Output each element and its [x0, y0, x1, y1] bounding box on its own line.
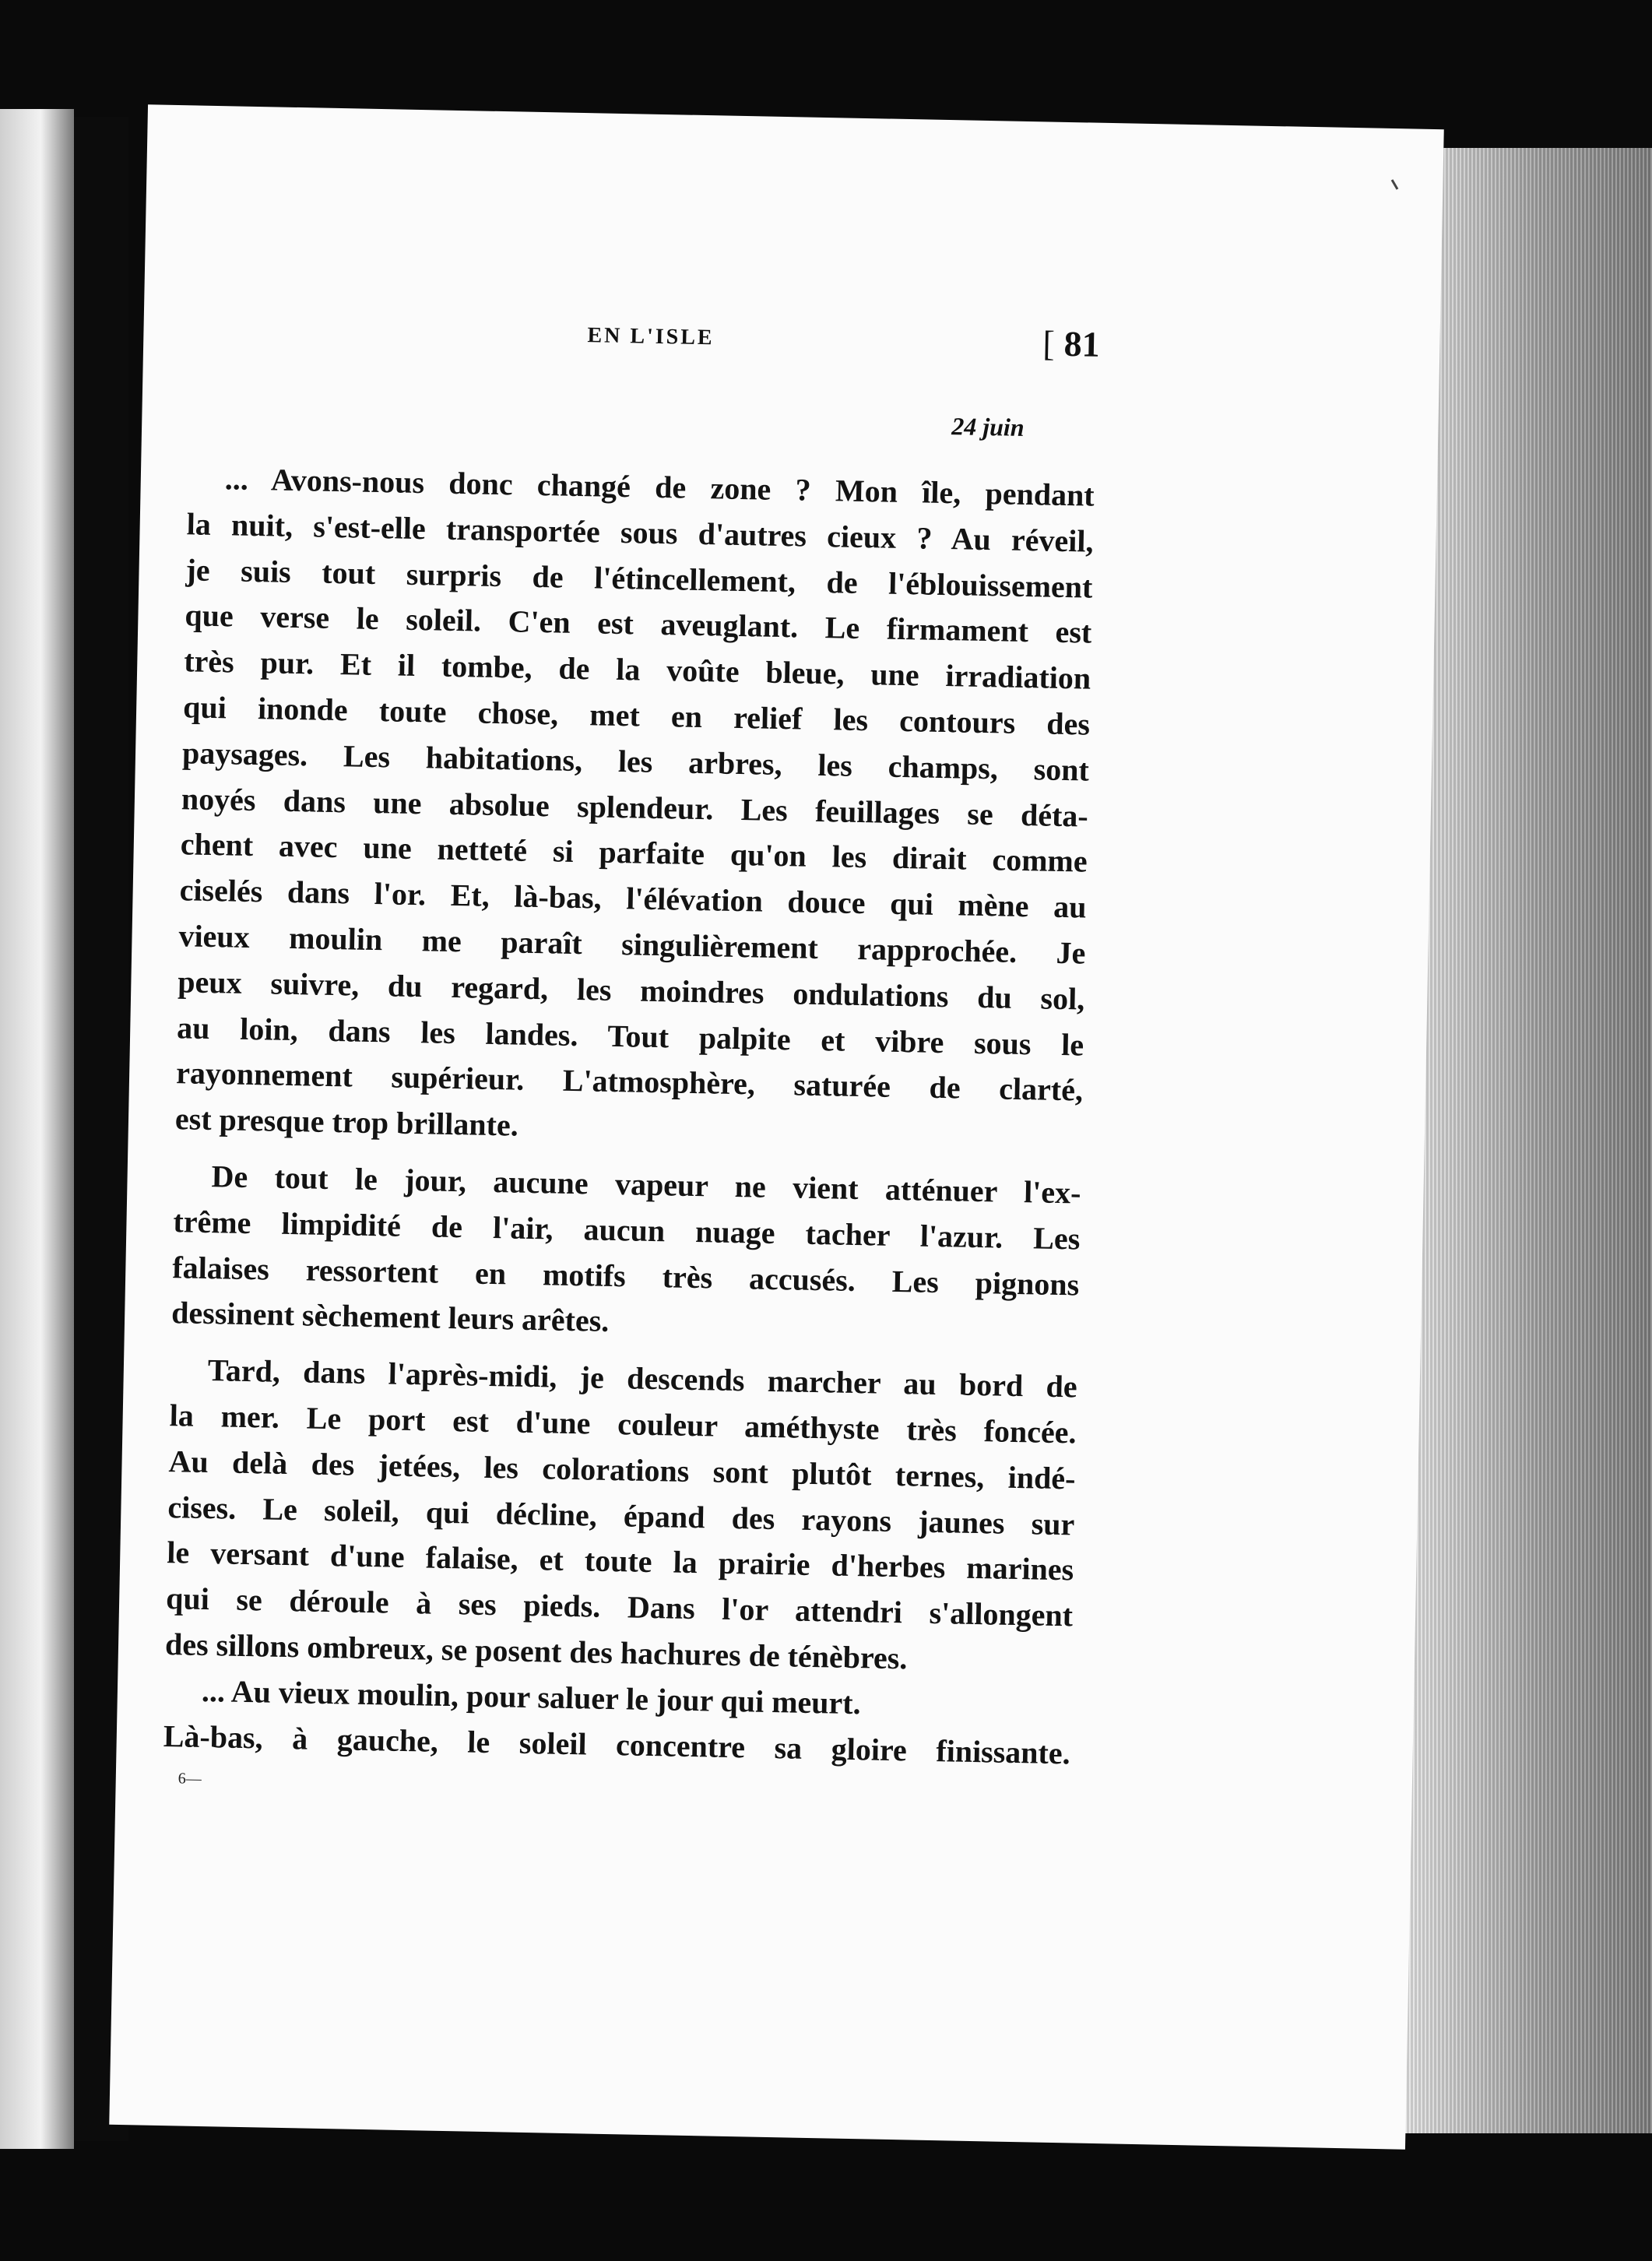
text-line: vieux moulin me paraît singulièrement rapprochée. Je: [178, 918, 1086, 971]
text-line: ... Avons-nous donc changé de zone ? Mon île, pendant: [224, 461, 1095, 513]
text-line: rayonnement supérieur. L'atmosphère, saturée de clarté,: [175, 1055, 1084, 1108]
folio-number: 81: [1063, 323, 1101, 364]
text-line: des sillons ombreux, se posent des hachures de ténèbres.: [164, 1626, 908, 1676]
text-line: chent avec une netteté si parfaite qu'on les dirait comme: [180, 826, 1088, 879]
text-line: très pur. Et il tombe, de la voûte bleue, une irradiation: [183, 643, 1091, 696]
text-line: paysages. Les habitations, les arbres, les champs, sont: [181, 735, 1090, 788]
text-line: trême limpidité de l'air, aucun nuage tacher l'azur. Les: [173, 1203, 1081, 1257]
text-line: Là-bas, à gauche, le soleil concentre sa gloire finissante.: [163, 1718, 1071, 1770]
text-line: est presque trop brillante.: [174, 1101, 519, 1143]
text-line: dessinent sèchement leurs arêtes.: [170, 1295, 610, 1339]
text-line: Au delà des jetées, les colorations sont plutôt ternes, indé-: [168, 1443, 1076, 1496]
signature-mark: 6—: [178, 1770, 202, 1788]
page-header: [143, 305, 1440, 377]
text-line: je suis tout surpris de l'étincellement, de l'éblouissement: [185, 551, 1093, 605]
text-line: qui se déroule à ses pieds. Dans l'or attendri s'allongent: [165, 1581, 1074, 1633]
text-line: au loin, dans les landes. Tout palpite et vibre sous le: [176, 1009, 1084, 1063]
page-number: [1042, 322, 1100, 364]
text-line: noyés dans une absolue splendeur. Les feuillages se déta-: [181, 780, 1089, 834]
running-head: EN L'ISLE: [587, 323, 715, 350]
text-line: la nuit, s'est-elle transportée sous d'autres cieux ? Au réveil,: [186, 506, 1094, 559]
text-line: ... Au vieux moulin, pour saluer le jour qui meurt.: [201, 1672, 862, 1721]
text-line: la mer. Le port est d'une couleur améthyste très foncée.: [169, 1398, 1077, 1450]
text-line: cises. Le soleil, qui décline, épand des rayons jaunes sur: [167, 1489, 1075, 1542]
text-line: qui inonde toute chose, met en relief les contours des: [182, 689, 1091, 742]
text-line: Tard, dans l'après-midi, je descends marcher au bord de: [207, 1352, 1078, 1405]
book-page: [109, 104, 1444, 2149]
dateline: 24 juin: [951, 412, 1025, 441]
folio-bracket: [: [1042, 323, 1056, 364]
body-text: [163, 455, 1095, 1776]
page-edges: [1405, 148, 1652, 2133]
left-page-edge: [0, 109, 74, 2149]
text-line: falaises ressortent en motifs très accusés. Les pignons: [171, 1249, 1080, 1303]
text-line: le versant d'une falaise, et toute la prairie d'herbes marines: [166, 1535, 1074, 1588]
text-line: De tout le jour, aucune vapeur ne vient atténuer l'ex-: [211, 1159, 1081, 1211]
text-line: peux suivre, du regard, les moindres ondulations du sol,: [178, 963, 1085, 1017]
text-line: ciselés dans l'or. Et, là-bas, l'élévation douce qui mène au: [179, 872, 1087, 925]
text-line: que verse le soleil. C'en est aveuglant. Le firmament est: [185, 597, 1092, 651]
